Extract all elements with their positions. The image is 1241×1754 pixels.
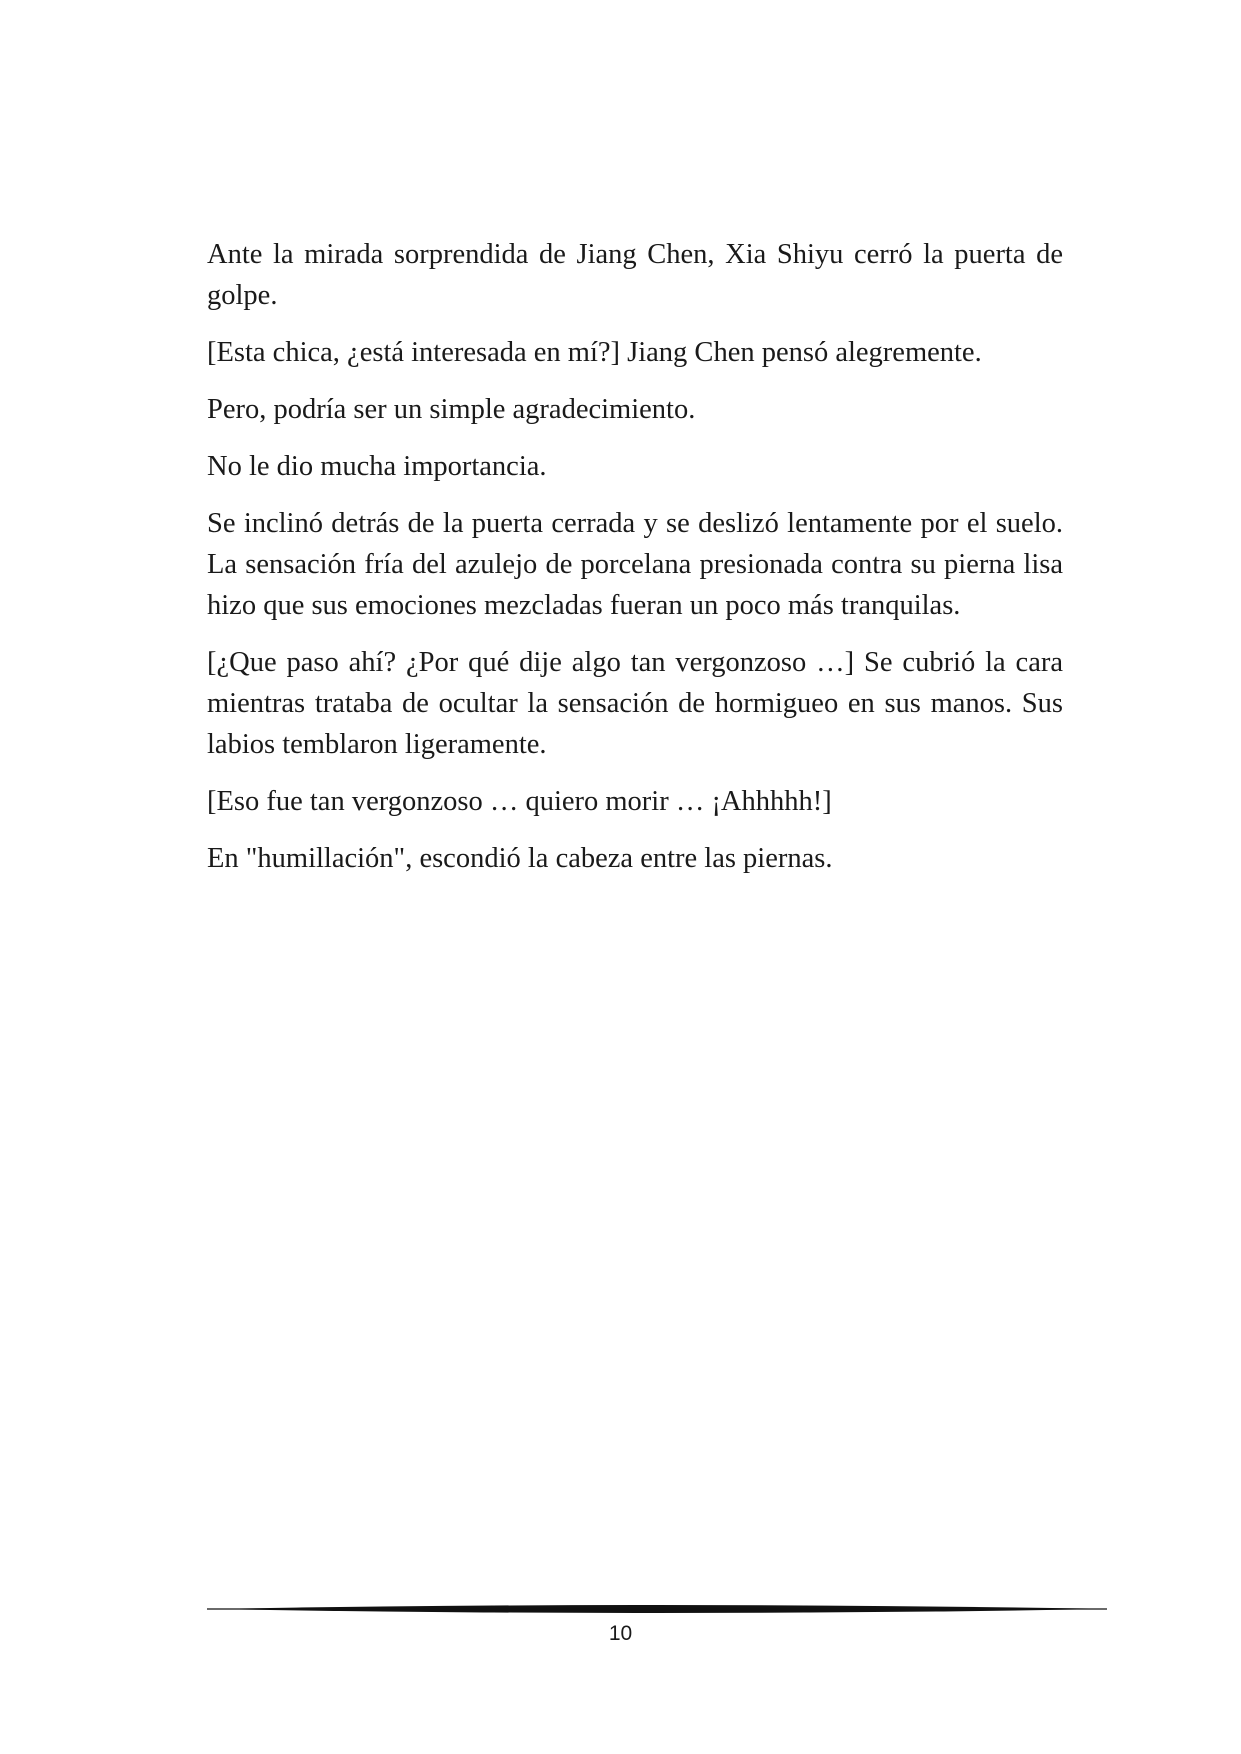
paragraph-6: [¿Que paso ahí? ¿Por qué dije algo tan vergonzoso …] Se cubrió la cara mientras trataba de ocultar la sensación de hormigueo en sus manos. Sus labios temblaron ligeramente. xyxy=(207,647,1063,760)
paragraph-8: En "humillación", escondió la cabeza entre las piernas. xyxy=(207,843,833,874)
page-number: 10 xyxy=(608,1622,633,1645)
footer-rule xyxy=(207,1602,1107,1616)
paragraph-4: No le dio mucha importancia. xyxy=(207,451,547,482)
paragraph-3: Pero, podría ser un simple agradecimiento. xyxy=(207,394,696,425)
paragraph-2: [Esta chica, ¿está interesada en mí?] Jiang Chen pensó alegremente. xyxy=(207,337,982,368)
body-text xyxy=(207,234,1063,895)
paragraph-5: Se inclinó detrás de la puerta cerrada y se deslizó lentamente por el suelo. La sensación fría del azulejo de porcelana presionada contra su pierna lisa hizo que sus emociones mezcladas fueran un poco más tranquilas. xyxy=(207,508,1063,621)
paragraph-1: Ante la mirada sorprendida de Jiang Chen, Xia Shiyu cerró la puerta de golpe. xyxy=(207,239,1063,311)
paragraph-7: [Eso fue tan vergonzoso … quiero morir … ¡Ahhhhh!] xyxy=(207,786,832,817)
